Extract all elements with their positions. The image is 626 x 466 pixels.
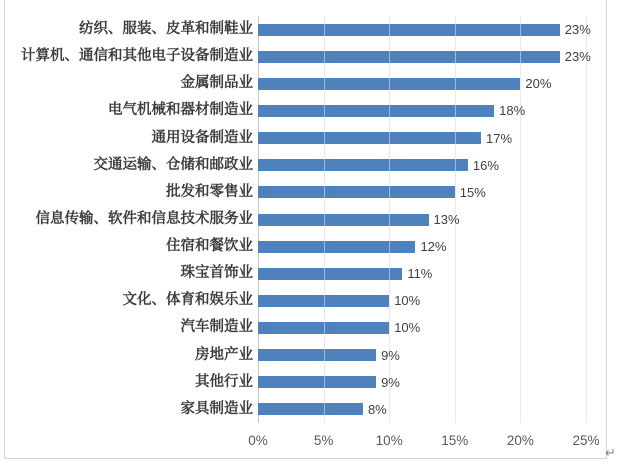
- category-label: 其他行业: [195, 373, 253, 390]
- value-label: 9%: [381, 347, 400, 363]
- bar: [258, 105, 494, 117]
- value-label: 17%: [486, 130, 513, 146]
- value-label: 16%: [472, 157, 499, 173]
- value-label: 20%: [525, 76, 552, 92]
- value-label: 9%: [381, 374, 400, 390]
- bar: [258, 132, 481, 144]
- x-axis-tick-label: 5%: [313, 433, 334, 448]
- value-label: 10%: [394, 320, 421, 336]
- x-gridline-overlay: [586, 16, 587, 423]
- bar: [258, 159, 468, 171]
- category-label: 金属制品业: [180, 75, 253, 92]
- category-label: 纺织、服装、皮革和制鞋业: [79, 21, 253, 37]
- value-label: 11%: [407, 266, 433, 282]
- x-axis-tick-label: 10%: [375, 433, 403, 448]
- value-label: 23%: [564, 49, 591, 65]
- bar: [258, 403, 363, 415]
- category-label: 家具制造业: [180, 400, 253, 417]
- bar: [258, 24, 560, 36]
- value-label: 15%: [459, 184, 486, 200]
- x-axis-tick-label: 20%: [506, 433, 534, 448]
- category-label: 信息传输、软件和信息技术服务业: [35, 210, 253, 227]
- x-gridline-overlay: [520, 16, 521, 423]
- value-label: 13%: [433, 211, 460, 227]
- category-label: 通用设备制造业: [151, 129, 253, 146]
- x-axis-tick-label: 15%: [441, 433, 469, 448]
- category-label: 房地产业: [195, 346, 253, 363]
- value-label: 23%: [564, 22, 591, 37]
- bar: [258, 241, 415, 253]
- category-label: 批发和零售业: [166, 183, 253, 200]
- x-gridline-overlay: [324, 16, 325, 423]
- category-label: 住宿和餐饮业: [166, 238, 253, 255]
- paragraph-return-icon: ↵: [605, 445, 616, 460]
- bar: [258, 376, 376, 388]
- bar: [258, 186, 455, 198]
- category-label: 交通运输、仓储和邮政业: [93, 156, 253, 173]
- value-label: 10%: [394, 293, 421, 309]
- bar: [258, 214, 429, 226]
- x-axis-tick-label: 25%: [572, 433, 600, 448]
- category-label: 计算机、通信和其他电子设备制造业: [21, 48, 253, 65]
- category-label: 电气机械和器材制造业: [108, 102, 253, 119]
- value-label: 12%: [420, 239, 447, 255]
- x-axis-tick-label: 0%: [248, 433, 268, 448]
- category-label: 汽车制造业: [180, 319, 253, 336]
- bar: [258, 268, 402, 280]
- value-label: 18%: [499, 103, 526, 119]
- bar: [258, 51, 560, 63]
- value-label: 8%: [367, 401, 387, 417]
- category-label: 文化、体育和娱乐业: [122, 292, 253, 309]
- bar: [258, 349, 376, 361]
- category-label: 珠宝首饰业: [180, 265, 253, 282]
